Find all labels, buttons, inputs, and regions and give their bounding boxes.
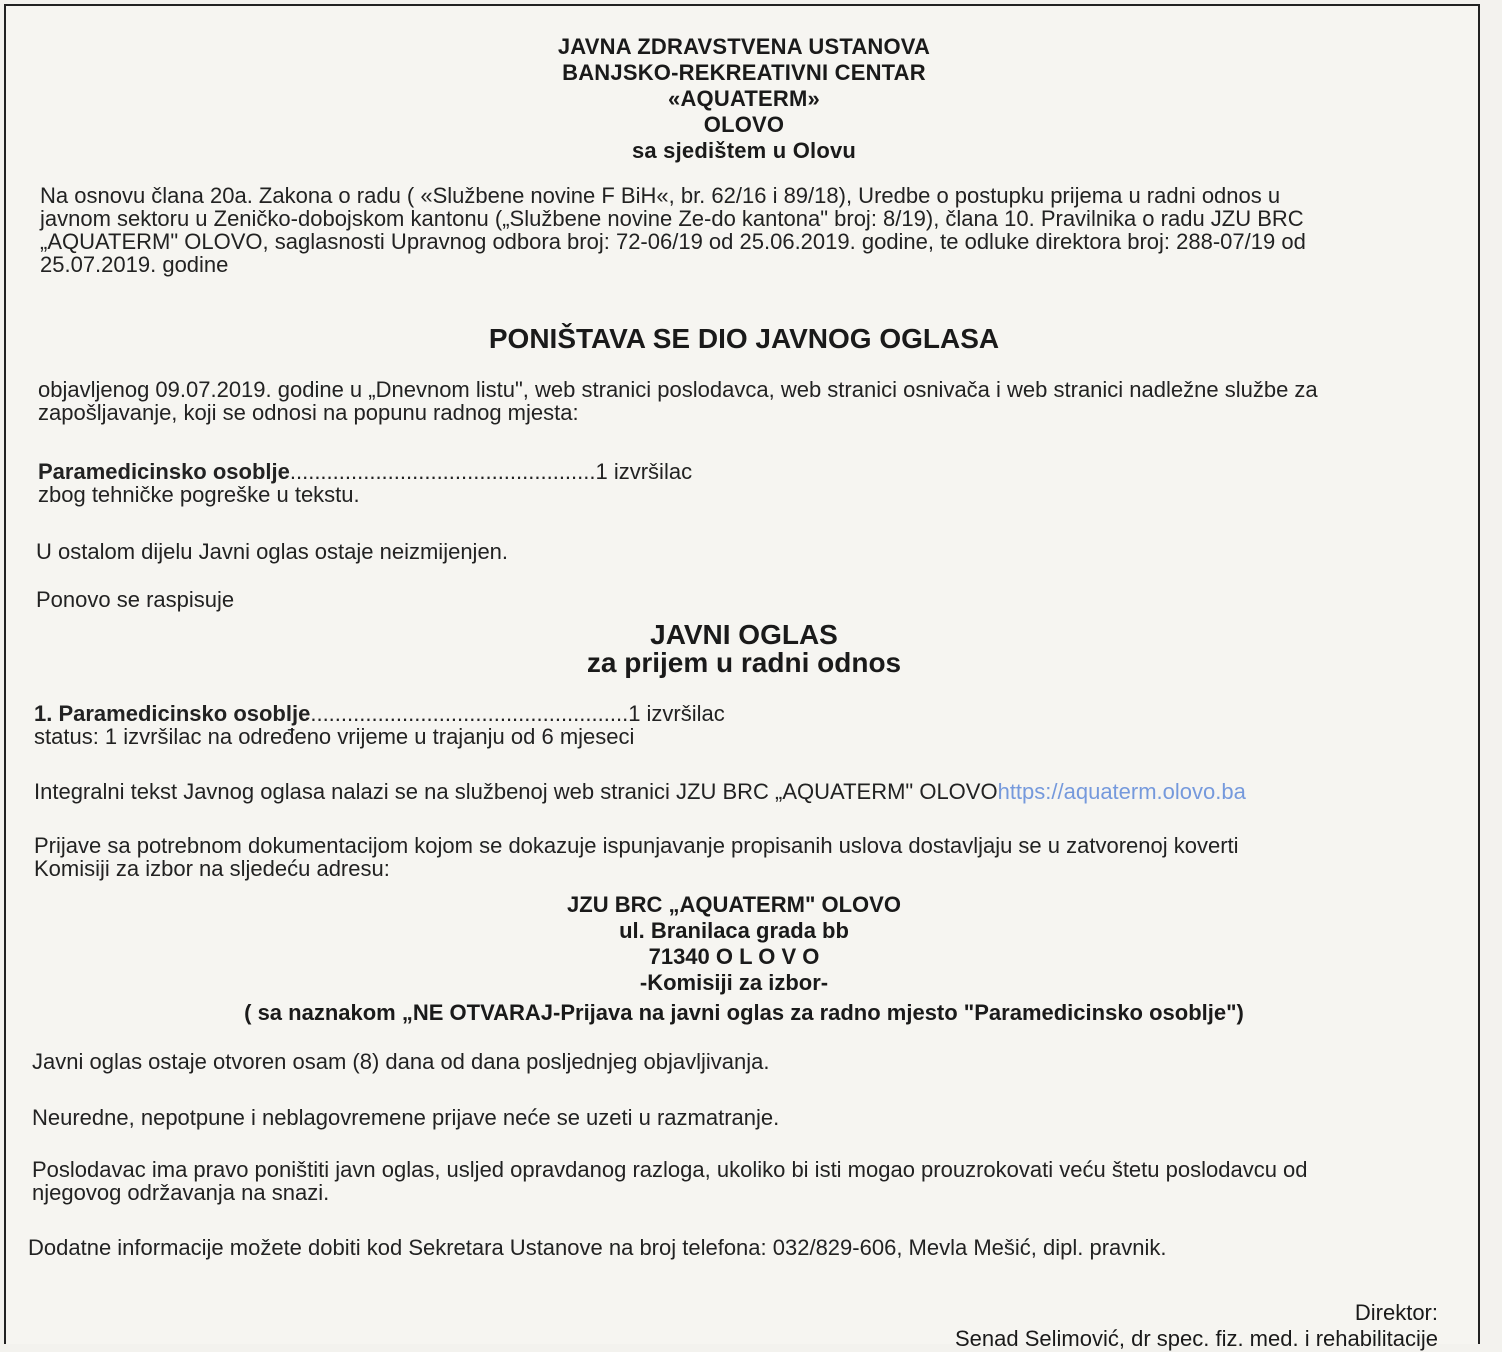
website-link[interactable]: https://aquaterm.olovo.ba — [997, 779, 1246, 804]
position-block — [34, 702, 1034, 748]
signature-title: Direktor: — [1354, 1300, 1438, 1325]
position-line — [34, 702, 1034, 725]
address-street: ul. Branilaca grada bb — [619, 918, 849, 943]
right-to-cancel-line: Poslodavac ima pravo poništiti javn oglas, usljed opravdanog razloga, ukoliko bi isti mogao prouzrokovati veću štetu poslodavcu od — [32, 1157, 1308, 1182]
position-dots: .................................................... — [310, 701, 629, 726]
incomplete-note: Neuredne, nepotpune i neblagovremene prijave neće se uzeti u razmatranje. — [32, 1105, 780, 1130]
cancelled-position-reason: zbog tehničke pogreške u tekstu. — [38, 482, 360, 507]
intro-line: Na osnovu člana 20a. Zakona o radu ( «Službene novine F BiH«, br. 62/16 i 89/18), Uredbe o postupku prijema u radni odnos u — [40, 183, 1281, 208]
integral-text-line — [34, 780, 1454, 803]
open-period-note: Javni oglas ostaje otvoren osam (8) dana od dana posljednjeg objavljivanja. — [32, 1049, 770, 1074]
ad-title: JAVNI OGLAS — [650, 619, 838, 650]
applications-line: Prijave sa potrebnom dokumentacijom kojom se dokazuje ispunjavanje propisanih uslova dostavljaju se u zatvorenoj koverti — [34, 833, 1239, 858]
contact-note: Dodatne informacije možete dobiti kod Sekretara Ustanove na broj telefona: 032/829-606, Mevla Mešić, dipl. pravnik. — [28, 1235, 1167, 1260]
header-brand: «AQUATERM» — [668, 86, 820, 111]
position-count: 1 izvršilac — [628, 701, 725, 726]
cancelled-position — [38, 460, 1038, 506]
right-to-cancel-line: njegovog održavanja na snazi. — [32, 1180, 330, 1205]
address-org: JZU BRC „AQUATERM" OLOVO — [567, 892, 901, 917]
intro-line: 25.07.2019. godine — [40, 252, 229, 277]
intro-line: javnom sektoru u Zeničko-dobojskom kantonu („Službene novine Ze-do kantona" broj: 8/19), člana 10. Pravilnika o radu JZU BRC — [40, 206, 1304, 231]
integral-text: Integralni tekst Javnog oglasa nalazi se na službenoj web stranici JZU BRC „AQUATERM" OLOVO — [34, 779, 998, 804]
cancel-title: PONIŠTAVA SE DIO JAVNOG OGLASA — [488, 323, 1000, 354]
position-name: 1. Paramedicinsko osoblje — [34, 701, 311, 726]
cancelled-position-name: Paramedicinsko osoblje — [38, 459, 290, 484]
cancel-paragraph — [38, 378, 1468, 424]
header-institution: JAVNA ZDRAVSTVENA USTANOVA — [557, 34, 931, 59]
reopen-note: Ponovo se raspisuje — [36, 587, 235, 612]
address-committee: -Komisiji za izbor- — [639, 970, 829, 995]
header-seat: sa sjedištem u Olovu — [631, 138, 857, 163]
cancelled-position-line — [38, 460, 1038, 483]
address-envelope-mark: ( sa naznakom „NE OTVARAJ-Prijava na javni oglas za radno mjesto "Paramedicinsko osoblje") — [244, 1000, 1244, 1025]
intro-paragraph — [40, 184, 1460, 276]
intro-line: „AQUATERM" OLOVO, saglasnosti Upravnog odbora broj: 72-06/19 od 25.06.2019. godine, te odluke direktora broj: 288-07/19 od — [40, 229, 1306, 254]
header-city: OLOVO — [703, 112, 785, 137]
cancelled-position-dots: .................................................. — [289, 459, 596, 484]
applications-paragraph — [34, 834, 1454, 880]
cancel-line: zapošljavanje, koji se odnosi na popunu radnog mjesta: — [38, 400, 579, 425]
ad-subtitle: za prijem u radni odnos — [586, 647, 902, 678]
address-postal: 71340 O L O V O — [648, 944, 820, 969]
header-center-name: BANJSKO-REKREATIVNI CENTAR — [562, 60, 926, 85]
cancel-line: objavljenog 09.07.2019. godine u „Dnevnom listu", web stranici poslodavca, web stranici osnivača i web stranici nadležne službe za — [38, 377, 1318, 402]
applications-line: Komisiji za izbor na sljedeću adresu: — [34, 856, 390, 881]
unchanged-note: U ostalom dijelu Javni oglas ostaje neizmijenjen. — [36, 539, 509, 564]
position-status: status: 1 izvršilac na određeno vrijeme u trajanju od 6 mjeseci — [34, 724, 635, 749]
announcement-frame — [4, 4, 1480, 1351]
cancelled-position-count: 1 izvršilac — [595, 459, 693, 484]
right-to-cancel-paragraph — [32, 1158, 1452, 1204]
signature-name: Senad Selimović, dr spec. fiz. med. i rehabilitacije — [955, 1326, 1438, 1351]
